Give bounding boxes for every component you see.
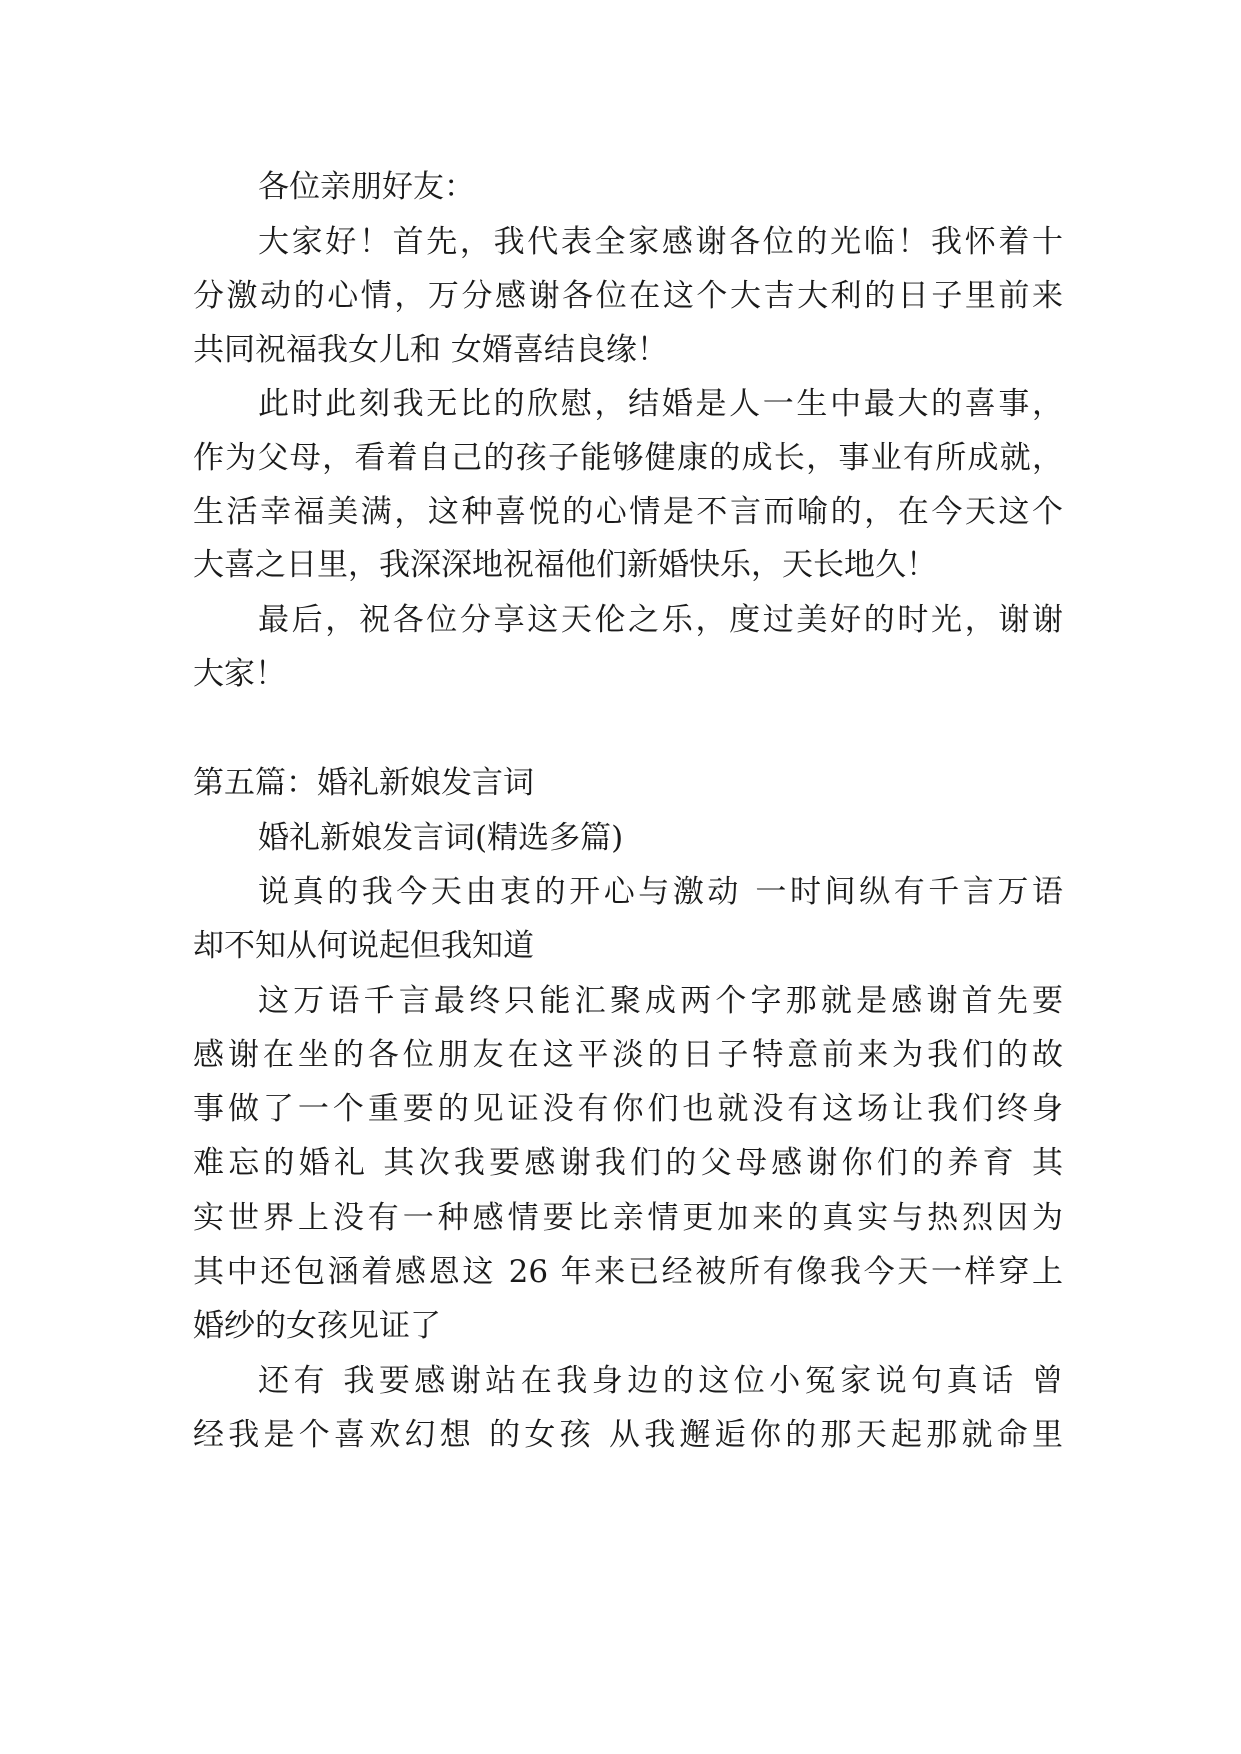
paragraph-line: 实世界上没有一种感情要比亲情更加来的真实与热烈因为 — [193, 1200, 1063, 1236]
paragraph-line: 生活幸福美满，这种喜悦的心情是不言而喻的，在今天这个 — [193, 494, 1063, 530]
paragraph-line: 难忘的婚礼 其次我要感谢我们的父母感谢你们的养育 其 — [193, 1145, 1063, 1181]
paragraph-line: 作为父母，看着自己的孩子能够健康的成长，事业有所成就， — [193, 440, 1063, 476]
paragraph-line: 还有 我要感谢站在我身边的这位小冤家说句真话 曾 — [258, 1363, 1063, 1399]
paragraph-line: 说真的我今天由衷的开心与激动 一时间纵有千言万语 — [258, 874, 1063, 910]
section-subtitle: 婚礼新娘发言词(精选多篇) — [258, 820, 624, 856]
paragraph-line: 最后，祝各位分享这天伦之乐，度过美好的时光，谢谢 — [258, 602, 1063, 638]
paragraph-line: 分激动的心情，万分感谢各位在这个大吉大利的日子里前来 — [193, 278, 1063, 314]
paragraph-line: 此时此刻我无比的欣慰，结婚是人一生中最大的喜事， — [258, 386, 1063, 422]
paragraph-line: 婚纱的女孩见证了 — [193, 1308, 441, 1344]
paragraph-line: 这万语千言最终只能汇聚成两个字那就是感谢首先要 — [258, 983, 1063, 1019]
paragraph-line: 却不知从何说起但我知道 — [193, 928, 534, 964]
paragraph-line: 事做了一个重要的见证没有你们也就没有这场让我们终身 — [193, 1091, 1063, 1127]
paragraph-line: 大喜之日里，我深深地祝福他们新婚快乐，天长地久！ — [193, 547, 937, 583]
salutation-line: 各位亲朋好友： — [258, 169, 475, 205]
paragraph-line: 感谢在坐的各位朋友在这平淡的日子特意前来为我们的故 — [193, 1037, 1063, 1073]
paragraph-line: 大家好！首先，我代表全家感谢各位的光临！我怀着十 — [258, 224, 1063, 260]
paragraph-line: 经我是个喜欢幻想 的女孩 从我邂逅你的那天起那就命里 — [193, 1417, 1063, 1453]
paragraph-line: 其中还包涵着感恩这 26 年来已经被所有像我今天一样穿上 — [193, 1254, 1063, 1290]
section-heading: 第五篇：婚礼新娘发言词 — [193, 765, 534, 801]
paragraph-line: 共同祝福我女儿和 女婿喜结良缘！ — [193, 332, 668, 368]
paragraph-line: 大家！ — [193, 656, 286, 692]
